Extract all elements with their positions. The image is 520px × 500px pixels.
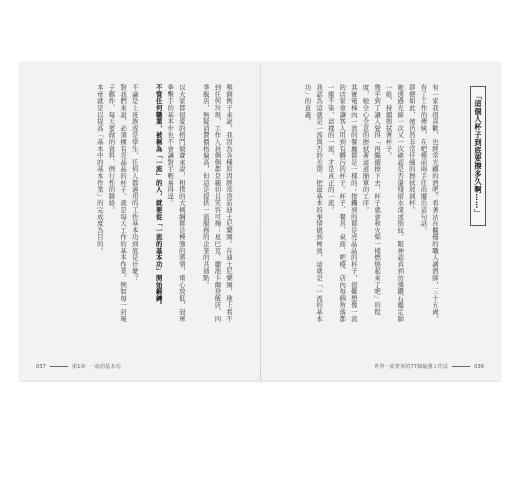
paragraph: 其實電梯內一流的餐廳都是一樣的；接觸到的都是亮晶晶的杯子，很難想像一流的店家會讓客人用到有髒污的杯子。杯子、餐具、桌面、吧檯、店內每個角落都一塵不染，這樣的一流，才是真正的一流。: [326, 84, 358, 322]
page-number: 036: [474, 363, 484, 370]
paragraph: 舉個例子來說，我因為各種原因經常造訪迪士尼樂園。在迪士尼樂園，地上看不到任何垃圾，工作人員個個都是親切且笑容可掬；星巴克、麗池卡爾登飯店、四季飯店，無疑消費價格偏高，但這是提供一流服務的企業的共通點。: [201, 84, 233, 322]
emphasis-text: 不管任何職業，被稱為「一流」的人，就要從「一流的基本功」開始鍛鍊。: [154, 84, 163, 309]
left-page-footer: [36, 363, 121, 370]
right-page-text: [301, 84, 440, 322]
paragraph: 即便如此，她仍然非常仔細的擦拭玻璃杯。: [407, 84, 416, 214]
paragraph: 有一家我很喜歡，也經常光顧的酒吧。看著站在櫃檯的職人調酒師，三十五歲，有了工作的傳統，在吧檯前兩手任由擺出這句話。: [419, 84, 439, 322]
paragraph: 以大家都很愛的格鬥競賽來說，相撲的大橫綱都是極強的將領，重心放低，冠軍拳擊手的基本步也不會讓對手輕易得逞。: [166, 84, 186, 322]
book-spread: [20, 62, 500, 380]
right-page-footer: [374, 363, 484, 370]
chapter-title: 一流的基本功: [89, 364, 121, 370]
left-page: [20, 62, 260, 380]
footer-rule: [50, 366, 68, 367]
quote-text: 「這個人杯子到底要擦多久啊……」: [474, 92, 483, 217]
quote-callout: [470, 86, 486, 226]
right-page: [260, 62, 500, 380]
paragraph: 幾乎到了讓人覺得「再繼續擦下去，杯子就會和火柴一樣燃燒起來了吧」的程度，她全心全意的擦拭著這道簡單的工序。: [361, 84, 382, 316]
paragraph: 對我們來說，必須擁有亮晶晶的杯子，就是每天工作的基本作業。例如每一封電子郵件、每天要做的資料、例行性的聯絡。: [107, 84, 128, 322]
page-number: 037: [36, 363, 46, 370]
running-head: 世界一流菁英的77個最強工作法: [374, 364, 449, 370]
left-page-text: [93, 84, 234, 322]
paragraph: 不論是上班族或是學生，任何人都適用的工作基本功到底是什麼？: [130, 84, 139, 282]
paragraph: 她透過光線一次又一次確認是否還殘留水漬或指紋，眼神認真到彷彿鑽石鑑定師一般，持續擦拭著杯子。: [384, 84, 405, 322]
paragraph: 我認為這就是一流與否的差別：把最基本的事情做到極致，這就是「一流的基本功」的意義。: [303, 84, 324, 322]
chapter-number: 第1章: [71, 364, 86, 370]
footer-rule: [452, 366, 470, 367]
paragraph: 本章就是以提高「基本中的基本作業」的完成度為目的。: [95, 84, 104, 254]
